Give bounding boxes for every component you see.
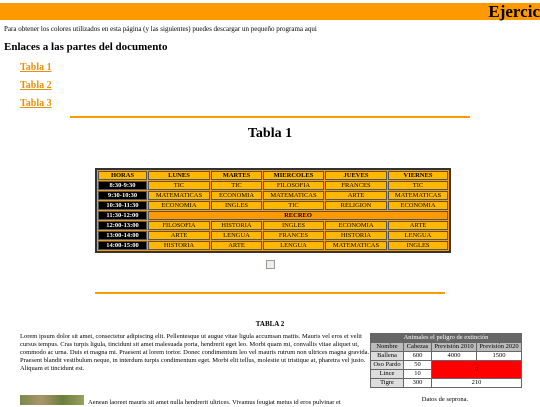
hour-cell: 10:30-11:30 xyxy=(98,201,147,210)
table-cell: 10 xyxy=(404,370,431,378)
table-cell: INGLES xyxy=(211,201,262,210)
table-cell: FILOSOFIA xyxy=(263,181,324,190)
table-row xyxy=(371,379,521,387)
tabla-2-title: TABLA 2 xyxy=(255,320,285,328)
header-cell: HORAS xyxy=(98,171,147,180)
tabla-1-title: Tabla 1 xyxy=(247,126,293,141)
schedule-table xyxy=(95,168,451,253)
table-row xyxy=(98,201,448,210)
animal-name: Tigre xyxy=(371,379,403,387)
table-cell: ECONOMIA xyxy=(211,191,262,200)
table-cell: FRANCES xyxy=(325,181,387,190)
table-cell: 300 xyxy=(404,379,431,387)
broken-image-icon xyxy=(266,260,275,269)
links-section-title: Enlaces a las partes del documento xyxy=(4,41,168,53)
table-cell: HISTORIA xyxy=(148,241,210,250)
table-cell: MATEMATICAS xyxy=(148,191,210,200)
table-cell: ECONOMIA xyxy=(388,201,448,210)
table-cell: RELIGION xyxy=(325,201,387,210)
hour-cell: 11:30-12:00 xyxy=(98,211,147,220)
table-cell: LENGUA xyxy=(211,231,262,240)
table-cell: ARTE xyxy=(211,241,262,250)
table-header-row xyxy=(371,343,521,351)
table-cell: 600 xyxy=(404,352,431,360)
lorem-paragraph: Lorem ipsum dolor sit amet, consectetur adipiscing elit. Pellentesque ut augue vitae ligula accumsan mattis. Mauris vel eros et velit cursus tempus. Cras turpis ligula, tincidunt sit amet malesuada porta, hendrerit eget leo. Morbi quam mi, convallis vitae aliquet ut, commodo ac urna. Duis et magna mi. Praesent at lorem tortor. Donec condimentum leo vel mauris rutrum non ultrices magna gravida. Praesent blandit vestibulum neque, in interdum turpis condimentum eget. Morbi elit tellus, molestie ut tristique at, pharetra vel justo. Aliquam et tincidunt est. xyxy=(20,333,370,372)
table-cell: ARTE xyxy=(325,191,387,200)
table-cell: TIC xyxy=(388,181,448,190)
header-cell: JUEVES xyxy=(325,171,387,180)
thumbnail-image xyxy=(20,395,84,405)
table-row xyxy=(98,221,448,230)
table-cell: HISTORIA xyxy=(211,221,262,230)
header-cell: MIERCOLES xyxy=(263,171,324,180)
table-cell: MATEMATICAS xyxy=(263,191,324,200)
table-cell: ECONOMIA xyxy=(148,201,210,210)
table-row xyxy=(371,361,521,369)
header-banner xyxy=(0,3,540,20)
header-cell: Nombre xyxy=(371,343,403,351)
table-cell: LENGUA xyxy=(388,231,448,240)
table-cell: ARTE xyxy=(148,231,210,240)
table-cell: TIC xyxy=(148,181,210,190)
header-cell: MARTES xyxy=(211,171,262,180)
link-tabla-3[interactable]: Tabla 3 xyxy=(20,98,52,109)
header-cell: Previsión 2010 xyxy=(432,343,476,351)
link-tabla-1[interactable]: Tabla 1 xyxy=(20,62,52,73)
table-cell: 4000 xyxy=(432,352,476,360)
table-cell: 1500 xyxy=(477,352,521,360)
table-row xyxy=(98,231,448,240)
header-cell: Previsión 2020 xyxy=(477,343,521,351)
intro-text: Para obtener los colores utilizados en esta página (y las siguientes) puedes descargar un pequeño programa aqui xyxy=(4,25,317,33)
hour-cell: 13:00-14:00 xyxy=(98,231,147,240)
hour-cell: 14:00-15:00 xyxy=(98,241,147,250)
table-caption: Animales el peligro de extinción xyxy=(371,334,521,342)
table-row xyxy=(98,191,448,200)
table-cell: FILOSOFIA xyxy=(148,221,210,230)
header-cell: Cabezas xyxy=(404,343,431,351)
endangered-animals-table xyxy=(370,333,522,388)
animal-name: Oso Pardo xyxy=(371,361,403,369)
table-cell: MATEMATICAS xyxy=(388,191,448,200)
table-cell: 50 xyxy=(404,361,431,369)
hour-cell: 9:30-10:30 xyxy=(98,191,147,200)
lorem-paragraph-2: Aenean laoreet mauris sit amet nulla hendrerit ultrices. Vivamus feugiat metus id eros pulvinar et xyxy=(88,399,341,406)
animal-name: Lince xyxy=(371,370,403,378)
divider xyxy=(95,292,445,294)
table-row xyxy=(98,241,448,250)
table-cell: TIC xyxy=(211,181,262,190)
header-cell: LUNES xyxy=(148,171,210,180)
table-row xyxy=(371,352,521,360)
link-tabla-2[interactable]: Tabla 2 xyxy=(20,80,52,91)
table-cell: HISTORIA xyxy=(325,231,387,240)
page-title: Ejercic xyxy=(488,2,540,21)
table-cell: MATEMATICAS xyxy=(325,241,387,250)
table-cell: FRANCES xyxy=(263,231,324,240)
table-cell: ECONOMIA xyxy=(325,221,387,230)
animal-name: Ballena xyxy=(371,352,403,360)
hour-cell: 12:00-13:00 xyxy=(98,221,147,230)
merged-red-cell: 0 xyxy=(432,361,521,378)
header-cell: VIERNES xyxy=(388,171,448,180)
table-row xyxy=(98,181,448,190)
recreo-cell: RECREO xyxy=(148,211,448,220)
table-cell: INGLES xyxy=(263,221,324,230)
hour-cell: 8:30-9:30 xyxy=(98,181,147,190)
data-source-caption: Datos de seprona. xyxy=(421,396,469,403)
table-cell: 210 xyxy=(432,379,521,387)
table-header-row xyxy=(98,171,448,180)
table-cell: ARTE xyxy=(388,221,448,230)
divider xyxy=(70,116,470,118)
recreo-row xyxy=(98,211,448,220)
table-cell: TIC xyxy=(263,201,324,210)
table-cell: LENGUA xyxy=(263,241,324,250)
table-cell: INGLES xyxy=(388,241,448,250)
